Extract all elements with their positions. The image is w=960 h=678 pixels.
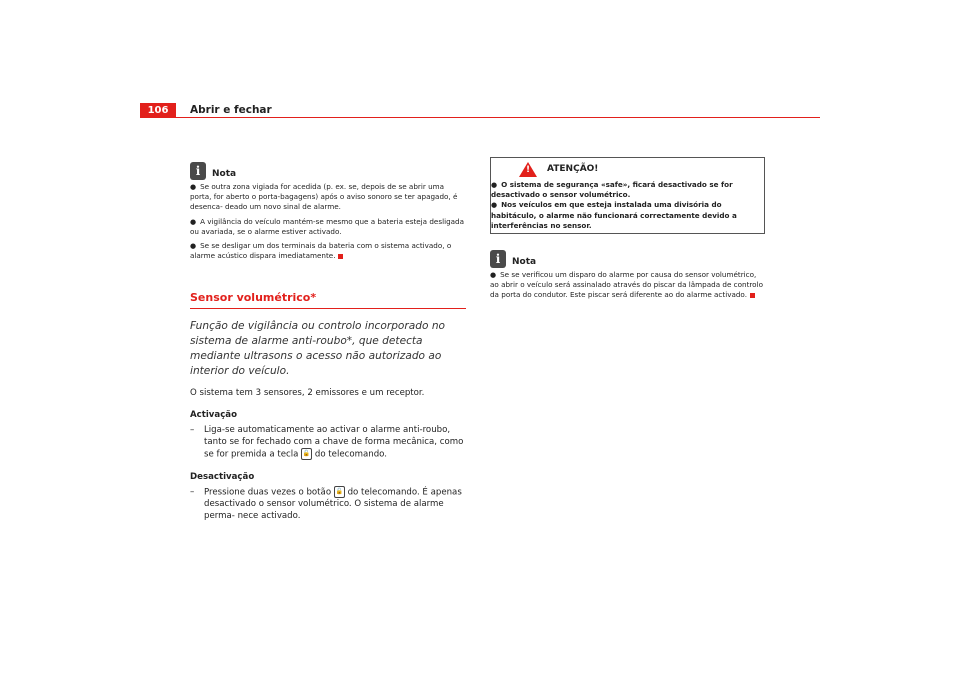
body-text: O sistema tem 3 sensores, 2 emissores e um receptor. <box>190 388 425 399</box>
header-rule <box>176 117 820 118</box>
bullet-dot-icon: ● <box>491 201 498 210</box>
end-mark-icon <box>750 293 755 298</box>
activation-step: – Liga-se automaticamente ao activar o alarme anti-roubo, tanto se for fechado com a chave de forma mecânica, como se for premida a tecla 🔓 do telecomando. <box>190 425 464 460</box>
warning-title: ATENÇÃO! <box>547 164 599 174</box>
bullet-dot-icon: ● <box>190 217 197 226</box>
end-mark-icon <box>338 254 343 259</box>
deactivation-heading: Desactivação <box>190 471 255 482</box>
page-number: 106 <box>140 103 176 118</box>
bullet-dot-icon: ● <box>190 183 197 191</box>
unlock-key-icon: 🔓 <box>301 448 312 460</box>
note-item: ● Se outra zona vigiada for acedida (p. ex. se, depois de se abrir uma porta, for aberto o porta-bagagens) após o aviso sonoro se ter apagado, é desenca- deado um novo sinal de alarme. <box>190 182 458 212</box>
section-title: Sensor volumétrico* <box>190 291 317 305</box>
running-title: Abrir e fechar <box>190 104 272 116</box>
note-title: Nota <box>212 169 237 179</box>
info-note-icon: i <box>490 250 506 268</box>
note-heading <box>190 160 466 180</box>
note-title: Nota <box>512 257 537 268</box>
deactivation-step: – Pressione duas vezes o botão 🔓 do telecomando. É apenas desactivado o sensor volumétrico. O sistema de alarme perma- nece activado. <box>190 486 462 522</box>
bullet-dot-icon: ● <box>190 242 197 251</box>
note-heading <box>490 248 765 268</box>
warning-heading <box>491 158 764 180</box>
note-item: ● Se se desligar um dos terminais da bateria com o sistema activado, o alarme acústico dispara imediatamente. <box>190 241 452 261</box>
right-column <box>490 157 765 305</box>
warning-item: ● Nos veículos em que esteja instalada uma divisória do habitáculo, o alarme não funcionará correctamente devido a interferências no sensor. <box>491 200 737 230</box>
note-item: ● A vigilância do veículo mantém-se mesmo que a bateria esteja desligada ou avariada, se o alarme estiver activado. <box>190 216 465 236</box>
info-note-icon: i <box>190 162 206 180</box>
note-item: ● Se se verificou um disparo do alarme por causa do sensor volumétrico, ao abrir o veículo será assinalado através do piscar da lâmpada de controlo da porta do condutor. Este piscar será diferente ao do alarme activado. <box>490 270 763 300</box>
section-rule <box>190 308 466 309</box>
bullet-dot-icon: ● <box>491 181 498 189</box>
right-note <box>490 248 765 301</box>
warning-item: ● O sistema de segurança «safe», ficará desactivado se for desactivado o sensor volumétrico. <box>491 180 733 200</box>
left-column <box>190 160 466 522</box>
bullet-dot-icon: ● <box>490 271 497 280</box>
unlock-key-icon: 🔓 <box>334 486 345 498</box>
warning-triangle-icon: ! <box>519 162 537 177</box>
activation-heading: Activação <box>190 410 237 421</box>
section-intro: Função de vigilância ou controlo incorporado no sistema de alarme anti-roubo*, que detecta mediante ultrasons o acesso não autorizado ao interior do veículo. <box>190 320 446 378</box>
warning-box <box>490 157 765 234</box>
